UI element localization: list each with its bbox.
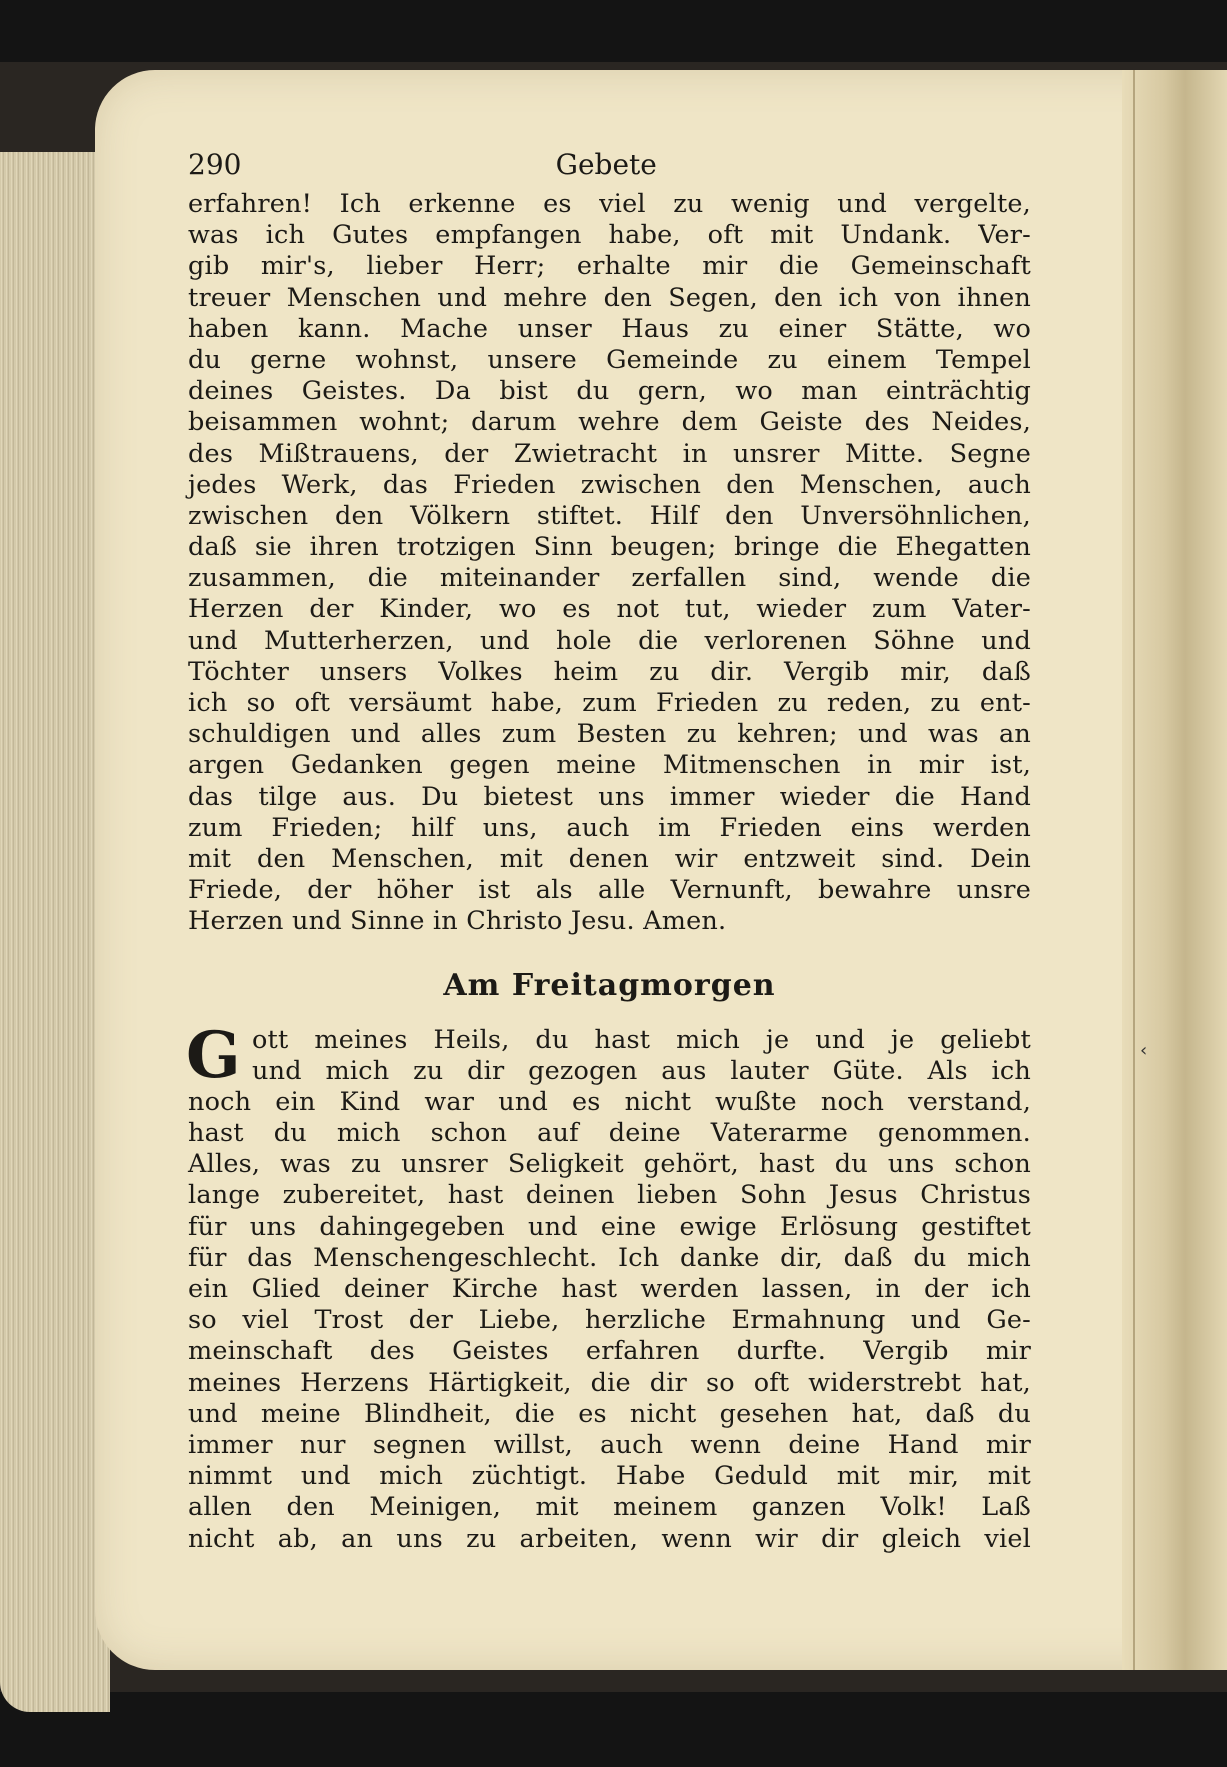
text-line: Alles, was zu unsrer Seligkeit gehört, hast du uns schon bbox=[188, 1149, 1031, 1180]
text-line: nicht ab, an uns zu arbeiten, wenn wir dir gleich viel bbox=[188, 1523, 1031, 1554]
text-line: Töchter unsers Volkes heim zu dir. Vergib mir, daß bbox=[188, 656, 1031, 687]
text-line: ott meines Heils, du hast mich je und je geliebt bbox=[252, 1024, 1031, 1055]
drop-cap: G bbox=[186, 1017, 241, 1093]
text-line: für das Menschengeschlecht. Ich danke dir, daß du mich bbox=[188, 1242, 1031, 1273]
prayer-text-continued bbox=[188, 189, 1031, 938]
text-line: des Mißtrauens, der Zwietracht in unsrer Mitte. Segne bbox=[188, 438, 1031, 469]
text-line: mit den Menschen, mit denen wir entzweit sind. Dein bbox=[188, 843, 1031, 874]
text-line: Herzen der Kinder, wo es not tut, wieder zum Vater- bbox=[188, 594, 1031, 625]
text-line: haben kann. Mache unser Haus zu einer Stätte, wo bbox=[188, 313, 1031, 344]
text-line: und Mutterherzen, und hole die verlorenen Söhne und bbox=[188, 625, 1031, 656]
text-line: und meine Blindheit, die es nicht gesehen hat, daß du bbox=[188, 1398, 1031, 1429]
text-line: und mich zu dir gezogen aus lauter Güte. Als ich bbox=[252, 1055, 1031, 1086]
page-content bbox=[188, 148, 1031, 1555]
dropcap-lines bbox=[186, 1017, 1031, 1093]
text-line: hast du mich schon auf deine Vaterarme genommen. bbox=[188, 1118, 1031, 1149]
text-line: deines Geistes. Da bist du gern, wo man einträchtig bbox=[188, 376, 1031, 407]
page-gutter bbox=[1122, 70, 1227, 1670]
text-line: für uns dahingegeben und eine ewige Erlösung gestiftet bbox=[188, 1211, 1031, 1242]
section-opening bbox=[186, 1017, 1031, 1093]
text-line: lange zubereitet, hast deinen lieben Sohn Jesus Christus bbox=[188, 1180, 1031, 1211]
text-line: zum Frieden; hilf uns, auch im Frieden eins werden bbox=[188, 812, 1031, 843]
text-line: erfahren! Ich erkenne es viel zu wenig und vergelte, bbox=[188, 189, 1031, 219]
page-number: 290 bbox=[188, 148, 242, 181]
text-line: ein Glied deiner Kirche hast werden lassen, in der ich bbox=[188, 1274, 1031, 1304]
margin-mark: ‹ bbox=[1140, 1040, 1148, 1061]
text-line: allen den Meinigen, mit meinem ganzen Volk! Laß bbox=[188, 1492, 1031, 1523]
text-line: meinschaft des Geistes erfahren durfte. Vergib mir bbox=[188, 1336, 1031, 1367]
text-line: jedes Werk, das Frieden zwischen den Menschen, auch bbox=[188, 469, 1031, 500]
text-line: daß sie ihren trotzigen Sinn beugen; bringe die Ehegatten bbox=[188, 532, 1031, 563]
text-line: nimmt und mich züchtigt. Habe Geduld mit mir, mit bbox=[188, 1461, 1031, 1492]
running-head: Gebete bbox=[555, 148, 657, 181]
text-line: noch ein Kind war und es nicht wußte noch verstand, bbox=[188, 1086, 1031, 1117]
section-title: Am Freitagmorgen bbox=[443, 967, 776, 1003]
page-edges bbox=[0, 152, 110, 1712]
text-line: immer nur segnen willst, auch wenn deine Hand mir bbox=[188, 1429, 1031, 1460]
text-line: du gerne wohnst, unsere Gemeinde zu einem Tempel bbox=[188, 344, 1031, 375]
text-line: argen Gedanken gegen meine Mitmenschen in mir ist, bbox=[188, 750, 1031, 781]
text-line: zwischen den Völkern stiftet. Hilf den Unversöhnlichen, bbox=[188, 500, 1031, 531]
text-line: beisammen wohnt; darum wehre dem Geiste des Neides, bbox=[188, 407, 1031, 438]
text-line: was ich Gutes empfangen habe, oft mit Undank. Ver- bbox=[188, 220, 1031, 251]
text-line: gib mir's, lieber Herr; erhalte mir die Gemeinschaft bbox=[188, 251, 1031, 282]
text-line: Herzen und Sinne in Christo Jesu. Amen. bbox=[188, 906, 727, 937]
text-line: so viel Trost der Liebe, herzliche Ermahnung und Ge- bbox=[188, 1305, 1031, 1336]
text-line: zusammen, die miteinander zerfallen sind, wende die bbox=[188, 563, 1031, 594]
text-line: das tilge aus. Du bietest uns immer wieder die Hand bbox=[188, 781, 1031, 812]
text-line: meines Herzens Härtigkeit, die dir so oft widerstrebt hat, bbox=[188, 1367, 1031, 1398]
gutter-fold-line bbox=[1133, 70, 1135, 1670]
page-header bbox=[188, 148, 1031, 181]
section-body-text bbox=[188, 1087, 1031, 1555]
text-line: ich so oft versäumt habe, zum Frieden zu reden, zu ent- bbox=[188, 688, 1031, 718]
text-line: Friede, der höher ist als alle Vernunft, bewahre unsre bbox=[188, 875, 1031, 906]
text-line: treuer Menschen und mehre den Segen, den ich von ihnen bbox=[188, 282, 1031, 313]
text-line: schuldigen und alles zum Besten zu kehren; und was an bbox=[188, 719, 1031, 750]
